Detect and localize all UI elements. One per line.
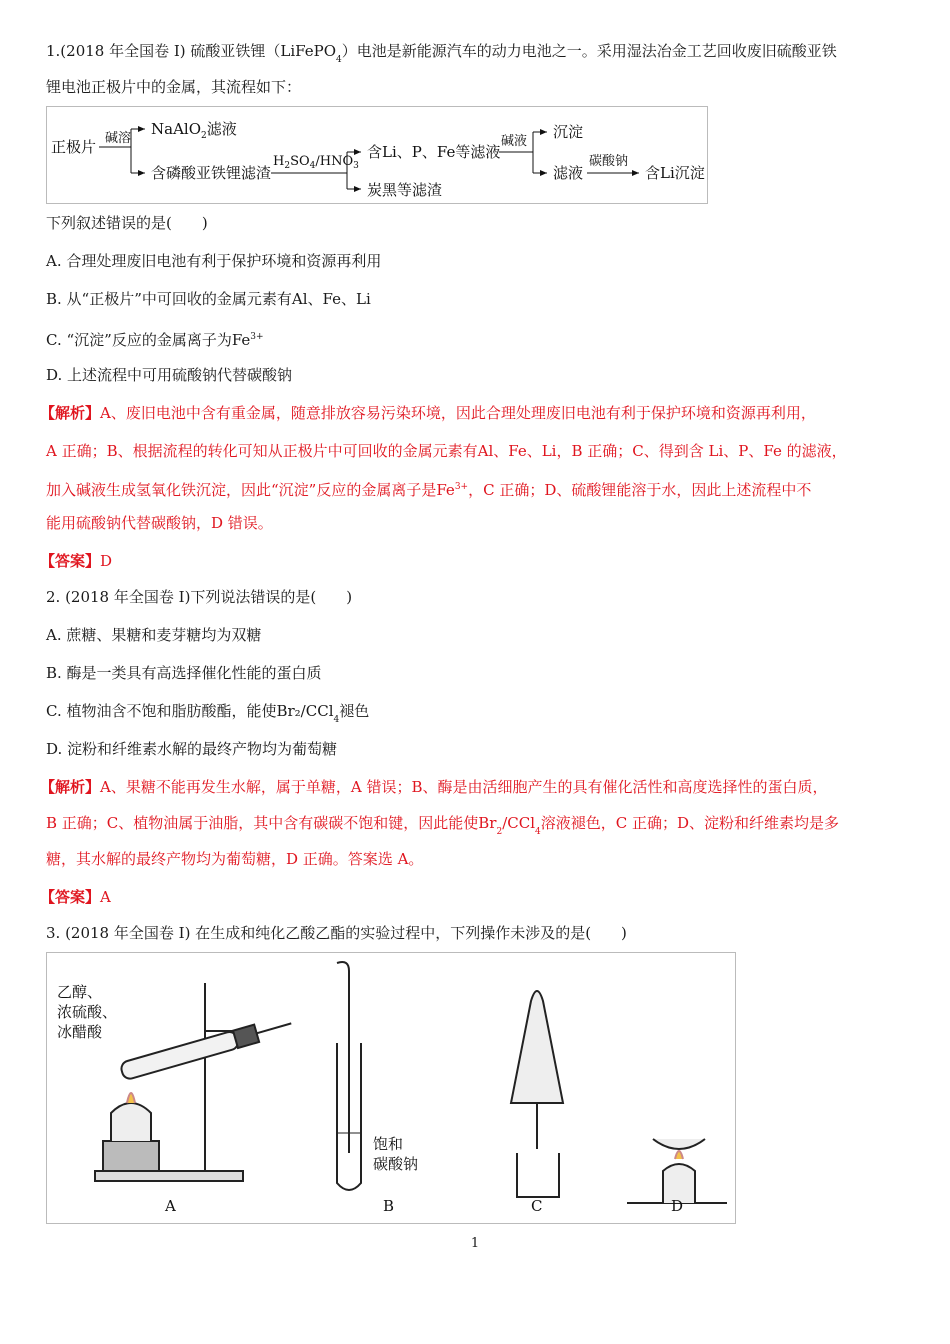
apparatus-a [57,983,294,1181]
caption-c: C [531,1197,543,1215]
q1-ask: 下列叙述错误的是( ) [46,214,208,232]
apparatus-a-label-3: 冰醋酸 [57,1023,103,1041]
flow-side2: 炭黑等滤渣 [367,181,443,199]
q1-option-c: C. “沉淀”反应的金属离子为$Fe^{3+}$ [46,331,264,349]
q2-option-c: C. 植物油含不饱和脂肪酸酯，能使Br₂/CCl$_4$褪色 [46,702,370,725]
q1-option-d: D. 上述流程中可用硫酸钠代替碳酸钠 [46,366,293,384]
flow-reagent: $H_2SO_4/HNO_3$ [273,154,359,171]
flow-end: 含Li沉淀 [645,164,705,182]
flow-mid3: 滤液 [553,164,584,182]
apparatus-d [627,1139,727,1203]
q1-analysis-tag: 【解析】 [40,404,101,422]
caption-d: D [671,1197,684,1215]
apparatus-b [337,962,418,1190]
q1-flowchart [46,106,708,204]
q1-analysis-line3: 加入碱液生成氢氧化铁沉淀，因此“沉淀”反应的金属离子是$Fe^{3+}$，C 正确；D、硫酸锂能溶于水，因此上述流程中不 [46,481,812,499]
q1-stem-line1: 1.(2018 年全国卷 I) 硫酸亚铁锂（LiFePO$_4$）电池是新能源汽车的动力电池之一。采用湿法冶金工艺回收废旧硫酸亚铁 [46,42,837,65]
flow-mid1: 含磷酸亚铁锂滤渣 [151,164,272,182]
apparatus-a-label-2: 浓硫酸、 [57,1003,118,1021]
caption-a: A [165,1197,176,1215]
q3-apparatus-figure [46,952,736,1224]
q1-stem-line2: 锂电池正极片中的金属，其流程如下： [46,78,302,96]
page-number: 1 [470,1236,480,1251]
flow-out3: 沉淀 [553,123,584,141]
flow-out1: NaAlO$_2$滤液 [151,120,237,141]
q1-option-a: A. 合理处理废旧电池有利于保护环境和资源再利用 [46,252,382,270]
apparatus-a-label-1: 乙醇、 [57,983,103,1001]
q2-analysis-line1: 【解析】A、果糖不能再发生水解，属于单糖，A 错误；B、酶是由活细胞产生的具有催化活性和高度选择性的蛋白质， [40,778,828,796]
apparatus-b-label-2: 碳酸钠 [373,1155,419,1173]
q2-option-b: B. 酶是一类具有高选择催化性能的蛋白质 [46,664,322,682]
flow-step4: 碳酸钠 [589,154,629,169]
q1-answer: 【答案】D [40,552,113,570]
q2-stem: 2. (2018 年全国卷 I)下列说法错误的是( ) [46,588,353,606]
flow-step1: 碱溶 [105,131,132,146]
q1-analysis-line2: A 正确；B、根据流程的转化可知从正极片中可回收的金属元素有Al、Fe、Li，B 正确；C、得到含 Li、P、Fe 的滤液， [46,442,847,460]
q1-analysis-line1: 【解析】A、废旧电池中含有重金属，随意排放容易污染环境，因此合理处理废旧电池有利于保护环境和资源再利用， [40,404,816,422]
q1-option-b: B. 从“正极片”中可回收的金属元素有Al、Fe、Li [46,290,371,308]
q2-option-d: D. 淀粉和纤维素水解的最终产物均为葡萄糖 [46,740,338,758]
q3-stem: 3. (2018 年全国卷 I) 在生成和纯化乙酸乙酯的实验过程中，下列操作未涉及的是( ) [46,924,627,942]
apparatus-c [511,991,563,1197]
q2-answer: 【答案】A [40,888,111,906]
q2-analysis-line2: B 正确；C、植物油属于油脂，其中含有碳碳不饱和键，因此能使$Br_2/CCl_4$溶液褪色，C 正确；D、淀粉和纤维素均是多 [46,814,840,837]
q2-analysis-line3: 糖，其水解的最终产物均为葡萄糖，D 正确。答案选 A。 [46,850,424,868]
apparatus-b-label-1: 饱和 [373,1135,404,1153]
flow-start: 正极片 [51,138,97,156]
flow-mid2: 含Li、P、Fe等滤液 [367,143,501,161]
q2-option-a: A. 蔗糖、果糖和麦芽糖均为双糖 [46,626,262,644]
flow-step3: 碱液 [501,134,528,149]
caption-b: B [383,1197,395,1215]
q1-analysis-line4: 能用硫酸钠代替碳酸钠，D 错误。 [46,514,273,532]
